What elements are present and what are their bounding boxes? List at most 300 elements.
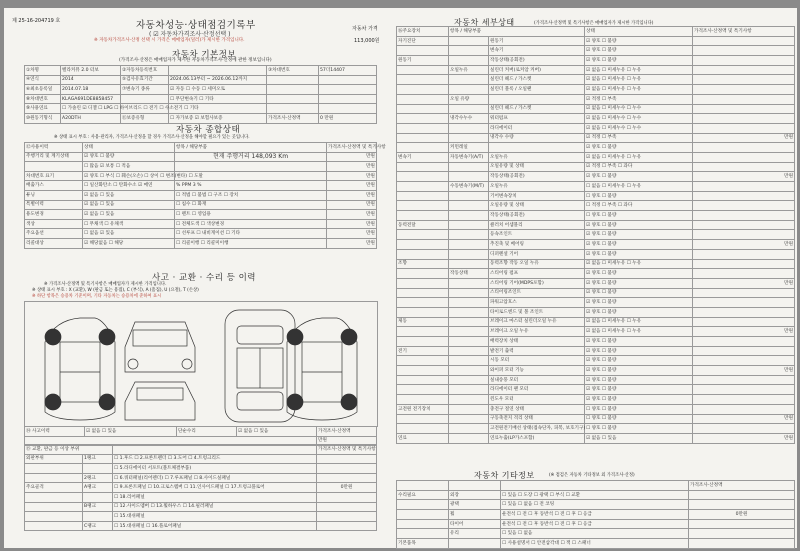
detail-state: ☑ 양호 ☐ 불량: [585, 298, 693, 308]
detail-price: [693, 249, 795, 259]
red-note: ※ 자동차가격조사·산정 선택 시 가격은 매매업자(딜러)가 제시한 가격입니다.: [94, 38, 245, 43]
parts-price: [317, 454, 377, 464]
detail-price: 만원: [693, 414, 795, 424]
overall-item: 주요옵션: [25, 229, 83, 239]
etc-category: [397, 510, 449, 520]
detail-row: [397, 433, 795, 443]
detail-part: 파워고압호스: [489, 298, 585, 308]
etc-part: 광택: [449, 500, 501, 510]
detail-state: ☑ 양호 ☐ 불량: [585, 356, 693, 366]
detail-state: ☑ 양호 ☐ 불량: [585, 346, 693, 356]
detail-state: ☑ 양호 ☐ 불량: [585, 395, 693, 405]
detail-row: [397, 114, 795, 124]
detail-part: 시동 모터: [489, 356, 585, 366]
detail-part: 기어변속장치: [489, 191, 585, 201]
detail-price: [693, 298, 795, 308]
parts-items: ☐ 15.대쉬패널 ☐ 16.플로어패널: [113, 521, 317, 531]
spec-value: KLAGA691DE8858457: [61, 94, 121, 104]
detail-device: [397, 327, 449, 337]
detail-price: 만원: [693, 433, 795, 443]
detail-sub-item: [449, 162, 489, 172]
detail-device: 고전원 전기장치: [397, 404, 449, 414]
overall-price: 만원: [327, 219, 377, 229]
etc-part: [449, 539, 501, 549]
detail-device: [397, 307, 449, 317]
detail-sub-item: 커먼레일: [449, 143, 489, 153]
detail-state: ☑ 양호 ☐ 불량: [585, 230, 693, 240]
detail-row: [397, 327, 795, 337]
detail-sub-item: [449, 123, 489, 133]
detail-price: [693, 56, 795, 66]
spec-value: [169, 66, 267, 76]
detail-part: 브레이크 마스터 실린더오일 누유: [489, 317, 585, 327]
detail-state: ☑ 양호 ☐ 불량: [585, 375, 693, 385]
detail-state: ☑ 적정 ☐ 부족: [585, 133, 693, 143]
etc-part: 외장: [449, 490, 501, 500]
detail-part: 고전원전기배선 상태(접속단자, 피복, 보호기구): [489, 424, 585, 434]
etc-row: [397, 539, 795, 549]
parts-rank: A랭크: [83, 483, 113, 493]
spec-value: 2014: [61, 75, 121, 85]
etc-category: [397, 500, 449, 510]
spec-row: [25, 94, 377, 104]
detail-row: [397, 152, 795, 162]
detail-device: [397, 366, 449, 376]
overall-head-state: 상태: [83, 143, 175, 153]
parts-rank: 2랭크: [83, 473, 113, 483]
parts-category: [25, 521, 83, 531]
detail-price: [693, 288, 795, 298]
detail-part: 추진축 및 베어링: [489, 240, 585, 250]
spec-key: [267, 104, 319, 114]
detail-row: [397, 172, 795, 182]
spec-value: 2024.06.13부터 ~ 2026.06.12까지: [169, 75, 267, 85]
detail-part: 스티어링 펌프: [489, 269, 585, 279]
detail-device: [397, 75, 449, 85]
detail-price: [693, 123, 795, 133]
inspection-record-sheet: [4, 8, 797, 548]
detail-device: [397, 172, 449, 182]
accident-note-1: ※ 가격조사·산정액 및 특기사항은 매매업자가 제시한 가격입니다.: [44, 282, 167, 287]
detail-part: 라디에이터: [489, 123, 585, 133]
spec-row: [25, 75, 377, 85]
detail-sub-item: [449, 220, 489, 230]
detail-state: ☐ 적정 ☐ 부족 ☐ 과다: [585, 201, 693, 211]
overall-head-item: 항목 / 해당부품: [175, 143, 327, 153]
detail-part: 워터펌프: [489, 114, 585, 124]
etc-row: [397, 490, 795, 500]
detail-sub-item: [449, 346, 489, 356]
spec-title: 자동차 기본정보: [172, 50, 237, 60]
parts-items: ☐ 18.리어패널: [113, 492, 317, 502]
detail-row: [397, 366, 795, 376]
detail-row: [397, 356, 795, 366]
detail-state: ☑ 양호 ☐ 불량: [585, 269, 693, 279]
accident-note-3: ※ 하단 항목은 승용차 기준이며, 기타 자동차는 승용차에 준하여 표시: [32, 294, 162, 299]
detail-device: [397, 249, 449, 259]
overall-state: ☐ 무채색 ☐ 유채색: [83, 219, 175, 229]
detail-device: 변속기: [397, 152, 449, 162]
detail-price: [693, 220, 795, 230]
accident-title: 사고 · 교환 · 수리 등 이력: [152, 273, 257, 283]
etc-state: 운전석 ☐ 전 ☐ 후 동반석 ☐ 전 ☐ 후 ☐ 응급: [501, 510, 689, 520]
parts-price: [317, 492, 377, 502]
detail-part: 변속기: [489, 46, 585, 56]
spec-value: 2014.07.18: [61, 85, 121, 95]
detail-part: 디퍼렌셜 기어: [489, 249, 585, 259]
detail-part: 타이로드엔드 및 볼 조인트: [489, 307, 585, 317]
detail-price: [693, 104, 795, 114]
detail-device: [397, 211, 449, 221]
detail-device: 제동: [397, 317, 449, 327]
detail-state: ☑ 양호 ☐ 불량: [585, 172, 693, 182]
detail-sub-item: [449, 172, 489, 182]
overall-item: 주행거리 및 계기상태: [25, 152, 83, 162]
detail-device: [397, 278, 449, 288]
etc-row: [397, 529, 795, 539]
spec-value: [319, 104, 377, 114]
detail-part: 작동상태(공회전): [489, 172, 585, 182]
overall-item: 튜닝: [25, 190, 83, 200]
detail-part: 작동상태(공회전): [489, 56, 585, 66]
detail-row: [397, 385, 795, 395]
etc-part: 유리: [449, 529, 501, 539]
overall-row: [25, 219, 377, 229]
detail-device: [397, 395, 449, 405]
detail-state: ☑ 양호 ☐ 불량: [585, 46, 693, 56]
detail-part: 실내송풍 모터: [489, 375, 585, 385]
parts-head-area: ⑮ 교환, 판금 등 이상 부위: [25, 445, 113, 455]
spec-key: ⑧차대번호: [25, 94, 61, 104]
detail-sub-item: [449, 133, 489, 143]
spec-key: ⑩원동기형식: [25, 113, 61, 123]
parts-rank: C랭크: [83, 521, 113, 531]
etc-state: ☐ 있음 ☐ 없음 ☐ 전 코팅: [501, 500, 689, 510]
detail-part: 냉각수 수량: [489, 133, 585, 143]
detail-sub-item: [449, 211, 489, 221]
overall-item: 특별이력: [25, 200, 83, 210]
detail-device: [397, 385, 449, 395]
detail-device: [397, 375, 449, 385]
detail-sub-item: [449, 278, 489, 288]
detail-sub-item: [449, 385, 489, 395]
spec-key: ⑤검사유효기간: [121, 75, 169, 85]
detail-sub-item: [449, 191, 489, 201]
detail-part: 클러치 어셈블리: [489, 220, 585, 230]
etc-row: [397, 519, 795, 529]
detail-state: ☑ 없음 ☐ 미세누유 ☐ 누유: [585, 327, 693, 337]
detail-row: [397, 201, 795, 211]
detail-price: [693, 337, 795, 347]
overall-note: ※ 상태 표시 부호 : 사용·관리자, 가격조사·산정을 할 경우 가격조사·산정을 해야할 필요가 있는 곳입니다.: [54, 135, 250, 140]
detail-part: [489, 94, 585, 104]
parts-category: [25, 512, 83, 522]
spec-value: 0 만원: [319, 113, 377, 123]
overall-item: [25, 162, 83, 172]
detail-row: [397, 46, 795, 56]
detail-state: ☑ 없음 ☐ 미세누유 ☐ 누유: [585, 85, 693, 95]
spec-key: ④연식: [25, 75, 61, 85]
detail-device: [397, 133, 449, 143]
detail-part: 배력장치 상태: [489, 337, 585, 347]
detail-sub-item: [449, 375, 489, 385]
etc-price: 0만원: [689, 510, 795, 520]
detail-sub-item: [449, 240, 489, 250]
detail-device: [397, 288, 449, 298]
detail-price: [693, 65, 795, 75]
detail-state: ☑ 양호 ☐ 불량: [585, 385, 693, 395]
detail-device: [397, 123, 449, 133]
detail-device: 원동기: [397, 56, 449, 66]
detail-sub-item: [449, 327, 489, 337]
spec-row: [25, 85, 377, 95]
detail-table: [396, 26, 795, 444]
detail-sub-item: [449, 395, 489, 405]
detail-state: ☑ 적정 ☐ 부족: [585, 94, 693, 104]
detail-part: 스티어링조인트: [489, 288, 585, 298]
detail-price: [693, 230, 795, 240]
detail-head-price: 가격조사·산정액 및 특기사항: [693, 27, 795, 37]
detail-part: 구동축전지 격리 상태: [489, 414, 585, 424]
detail-price: [693, 385, 795, 395]
detail-price: [693, 182, 795, 192]
spec-value: ☑ 자동 ☐ 수동 ☐ 세미오토: [169, 85, 267, 95]
spec-key: ⑥최초등록일: [25, 85, 61, 95]
detail-device: [397, 94, 449, 104]
etc-head-1: [397, 481, 449, 491]
detail-state: ☑ 양호 ☐ 불량: [585, 143, 693, 153]
detail-row: [397, 337, 795, 347]
overall-state: ☐ 없음 ☑ 있음: [83, 229, 175, 239]
detail-price: [693, 404, 795, 414]
detail-part: 브레이크 오일 누유: [489, 327, 585, 337]
detail-row: [397, 220, 795, 230]
detail-part: 실린더 헤드 / 가스켓: [489, 104, 585, 114]
overall-state: ☑ 양호 ☐ 불량: [83, 152, 175, 162]
etc-state: ☐ 사용설명서 ☐ 안전삼각대 ☐ 잭 ☐ 스패너: [501, 539, 689, 549]
overall-row: [25, 200, 377, 210]
spec-row: [25, 113, 377, 123]
etc-head-price: 가격조사·산정액: [689, 481, 795, 491]
detail-state: ☑ 양호 ☐ 불량: [585, 366, 693, 376]
detail-price: [693, 152, 795, 162]
detail-device: [397, 104, 449, 114]
detail-price: [693, 356, 795, 366]
overall-table: [24, 142, 386, 249]
overall-item: 색상: [25, 219, 83, 229]
overall-price: 만원: [327, 190, 377, 200]
detail-row: [397, 143, 795, 153]
spec-key: ②자동차등록번호: [121, 66, 169, 76]
detail-state: ☑ 양호 ☐ 불량: [585, 288, 693, 298]
overall-item: 차대번호 표기: [25, 171, 83, 181]
detail-part: 원동기: [489, 36, 585, 46]
detail-row: [397, 36, 795, 46]
detail-price: [693, 307, 795, 317]
parts-items: ☐ 6.쿼터패널(리어펜더) ☐ 7.루프패널 ☐ 8.사이드실패널: [113, 473, 317, 483]
overall-head-price: 가격조사·산정액 및 특기사항: [327, 143, 377, 153]
overall-row: [25, 210, 377, 220]
detail-state: ☑ 양호 ☐ 불량: [585, 249, 693, 259]
overall-detail: ☐ 리콜이행 ☐ 리콜미이행: [175, 238, 327, 248]
overall-state: ☐ 많음 ☑ 보통 ☐ 적음: [83, 162, 175, 172]
detail-price: [693, 259, 795, 269]
spec-value: 57더14407: [319, 66, 377, 76]
parts-row: [25, 483, 377, 493]
etc-row: [397, 510, 795, 520]
spec-table: [24, 65, 377, 124]
detail-row: [397, 375, 795, 385]
detail-state: ☐ 양호 ☐ 불량: [585, 191, 693, 201]
detail-state: ☑ 적정 ☐ 부족 ☐ 과다: [585, 162, 693, 172]
detail-row: [397, 56, 795, 66]
etc-category: 수리필요: [397, 490, 449, 500]
spec-value: [319, 85, 377, 95]
main-title: 자동차성능·상태점검기록부: [136, 20, 256, 31]
right-title: 자동차 세부상태: [454, 18, 515, 27]
detail-device: 조향: [397, 259, 449, 269]
detail-device: [397, 143, 449, 153]
detail-row: [397, 269, 795, 279]
detail-sub-item: [449, 75, 489, 85]
parts-category: 주요골격: [25, 483, 83, 493]
detail-sub-item: [449, 230, 489, 240]
car-front: [125, 322, 195, 372]
etc-category: [397, 519, 449, 529]
parts-items: ☐ 9.프론트패널 ☐ 10.크로스멤버 ☐ 11.인사이드패널 ☐ 17.트렁크플로어: [113, 483, 317, 493]
spec-note: (가격조사·산정은 매매업자가 제시한 자동차가격조사·산정에 관한 정보입니다): [119, 58, 272, 63]
detail-state: ☑ 양호 ☐ 불량: [585, 36, 693, 46]
detail-sub-item: [449, 366, 489, 376]
detail-sub-item: 자동변속기(A/T): [449, 152, 489, 162]
detail-sub-item: [449, 201, 489, 211]
etc-head-3: [501, 481, 689, 491]
detail-row: [397, 133, 795, 143]
overall-item: 배출가스: [25, 181, 83, 191]
detail-price: 만원: [693, 327, 795, 337]
detail-state: ☐ 양호 ☐ 불량: [585, 211, 693, 221]
detail-part: 실린더 블록 / 오일팬: [489, 85, 585, 95]
spec-row: [25, 104, 377, 114]
detail-row: [397, 75, 795, 85]
detail-part: 작동상태(공회전): [489, 211, 585, 221]
detail-price: [693, 395, 795, 405]
parts-row: [25, 521, 377, 531]
spec-key: ⑦변속기 종류: [121, 85, 169, 95]
detail-price: 만원: [693, 366, 795, 376]
detail-head-state: 상태: [585, 27, 693, 37]
detail-row: [397, 65, 795, 75]
parts-price: [317, 502, 377, 512]
parts-head-price: 가격조사·산정액 및 특기사항: [317, 445, 377, 455]
parts-category: [25, 464, 83, 474]
parts-rank: [83, 464, 113, 474]
detail-price: 만원: [693, 133, 795, 143]
detail-part: 오일누유: [489, 152, 585, 162]
spec-key: ⑪보증유형: [121, 113, 169, 123]
overall-detail: ☐ 선루프 ☐ 내비게이션 ☐ 기타: [175, 229, 327, 239]
overall-state: ☑ 없음 ☐ 있음: [83, 200, 175, 210]
etc-state: ☐ 있음 ☐ 도장 ☐ 광택 ☐ 부식 ☐ 교환: [501, 490, 689, 500]
etc-state: ☐ 있음 ☐ 없음: [501, 529, 689, 539]
detail-head-item: 항목 / 해당부품: [449, 27, 585, 37]
detail-price: [693, 114, 795, 124]
detail-device: [397, 46, 449, 56]
parts-category: 외판부위: [25, 454, 83, 464]
overall-head-usage: ⑫사용이력: [25, 143, 83, 153]
detail-price: [693, 162, 795, 172]
detail-state: ☑ 없음 ☐ 미세누유 ☐ 누유: [585, 75, 693, 85]
spec-value: A20DTH: [61, 113, 121, 123]
detail-row: [397, 211, 795, 221]
parts-price: [317, 521, 377, 531]
detail-state: ☑ 없음 ☐ 미세누수 ☐ 누수: [585, 123, 693, 133]
detail-row: [397, 288, 795, 298]
spec-value: 벨라커뮤 2.0 터보: [61, 66, 121, 76]
detail-row: [397, 182, 795, 192]
detail-state: ☑ 없음 ☐ 미세누유 ☐ 누유: [585, 65, 693, 75]
detail-part: 오일누유: [489, 182, 585, 192]
detail-price: [693, 424, 795, 434]
detail-part: 라디에이터 팬 모터: [489, 385, 585, 395]
spec-key: [267, 75, 319, 85]
etc-row: [397, 500, 795, 510]
detail-sub-item: [449, 404, 489, 414]
overall-row: [25, 152, 377, 162]
detail-row: [397, 230, 795, 240]
spec-key: 가격조사·산정액: [267, 113, 319, 123]
detail-sub-item: [449, 317, 489, 327]
etc-price: [689, 539, 795, 549]
detail-row: [397, 298, 795, 308]
spec-value: ☐ 무단변속기 ☐ 기타: [169, 94, 267, 104]
detail-row: [397, 162, 795, 172]
detail-sub-item: 수동변속기(M/T): [449, 182, 489, 192]
detail-price: [693, 201, 795, 211]
detail-part: 동력조향 작동 오일 누유: [489, 259, 585, 269]
detail-sub-item: 오일누유: [449, 65, 489, 75]
overall-price: 만원: [327, 152, 377, 162]
sub-title: ( ☑ 자동차가격조사·산정선택 ): [149, 31, 231, 38]
detail-sub-item: 냉각수누수: [449, 114, 489, 124]
detail-state: ☑ 양호 ☐ 불량: [585, 56, 693, 66]
parts-rank: [83, 492, 113, 502]
detail-price: 만원: [693, 172, 795, 182]
etc-price: [689, 529, 795, 539]
etc-part: 휠: [449, 510, 501, 520]
car-diagram: [25, 302, 377, 426]
detail-price: [693, 85, 795, 95]
overall-row: [25, 190, 377, 200]
parts-category: [25, 502, 83, 512]
detail-sub-item: [449, 249, 489, 259]
overall-state: ☑ 없음 ☐ 있음: [83, 190, 175, 200]
overall-detail: % PPM 3 %: [175, 181, 327, 191]
detail-part: 실린더 커버(로커암 커버): [489, 65, 585, 75]
detail-state: ☐ 양호 ☐ 불량: [585, 424, 693, 434]
parts-items: ☐ 15.대쉬패널: [113, 512, 317, 522]
detail-part: 충전구 절연 상태: [489, 404, 585, 414]
overall-state: ☐ 일산화탄소 ☐ 탄화수소 ☑ 매연: [83, 181, 175, 191]
spec-key: ③차대번호: [267, 66, 319, 76]
detail-state: ☐ 없음 ☐ 미세누유 ☐ 누유: [585, 182, 693, 192]
overall-price: 만원: [327, 200, 377, 210]
overall-item: 리콜대상: [25, 238, 83, 248]
detail-device: [397, 201, 449, 211]
detail-price: [693, 143, 795, 153]
etc-price: [689, 490, 795, 500]
detail-sub-item: 작동상태: [449, 269, 489, 279]
